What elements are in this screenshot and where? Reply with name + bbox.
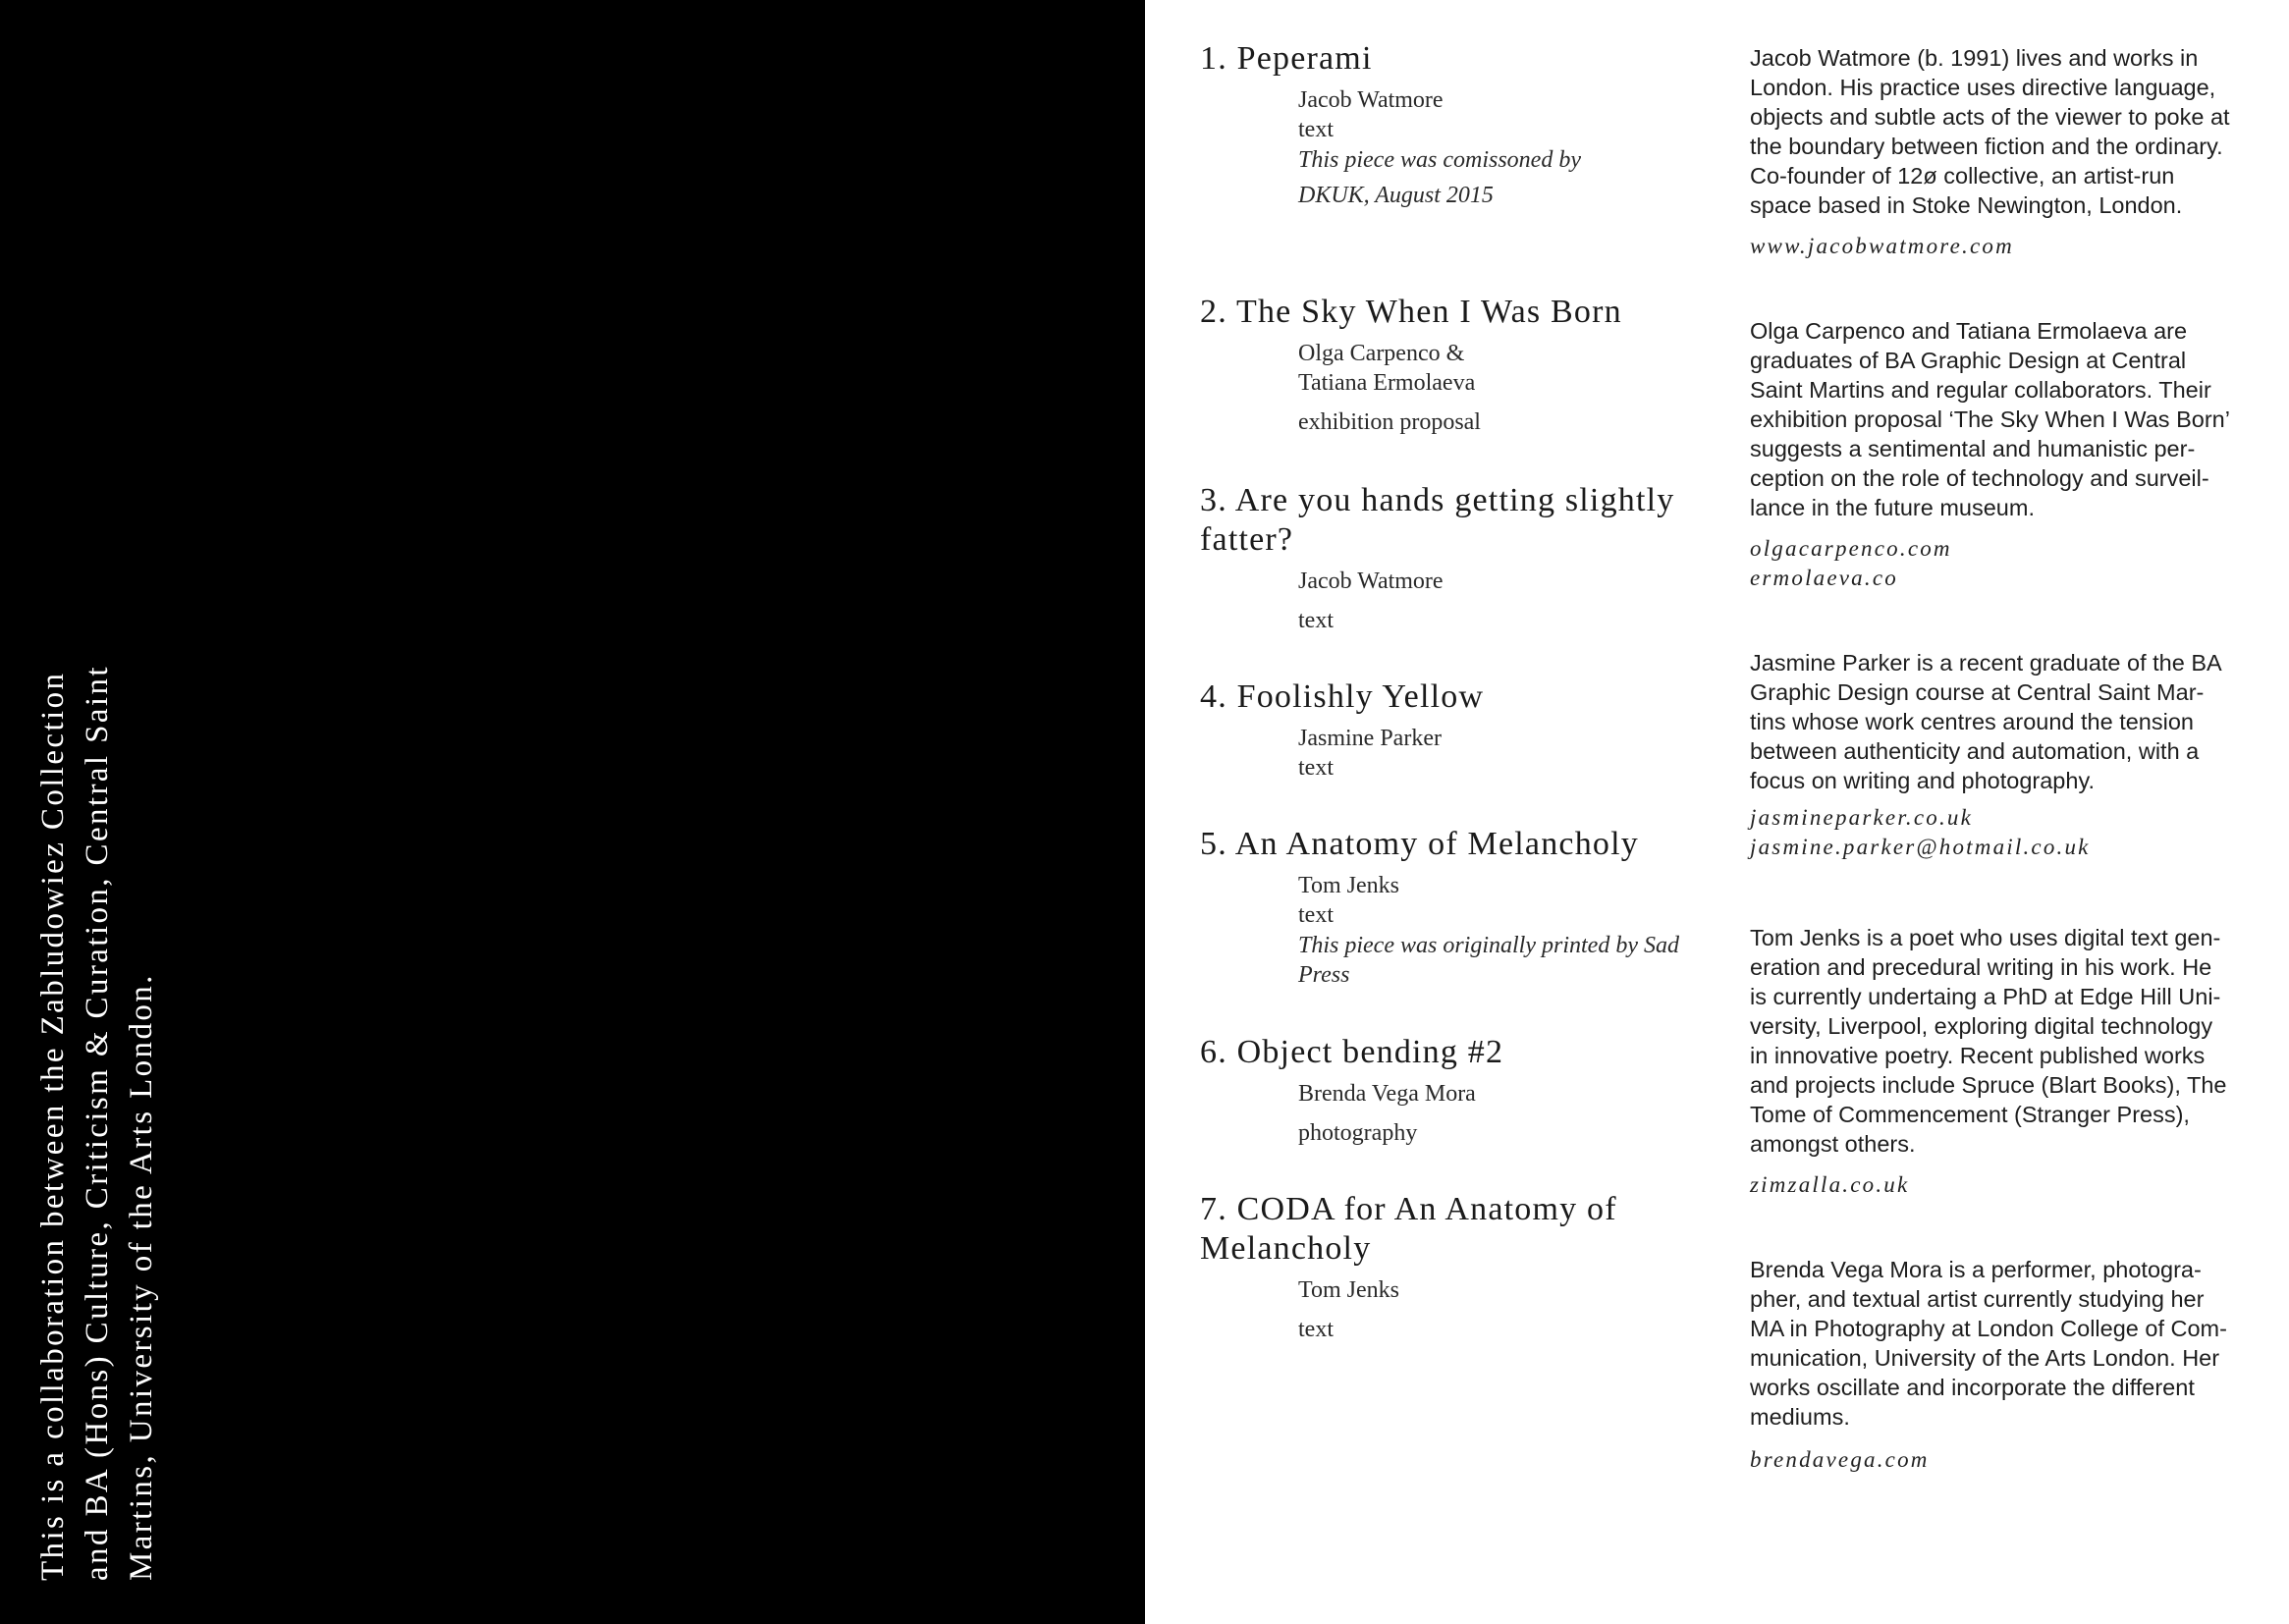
bio-text xyxy=(1750,648,2270,795)
email-link[interactable]: jasmine.parker@hotmail.co.uk xyxy=(1750,835,2091,859)
colophon-line: Martins, University of the Arts London. xyxy=(124,973,159,1581)
bio-line: amongst others. xyxy=(1750,1131,1916,1157)
bio-line: tins whose work centres around the tension xyxy=(1750,709,2194,734)
work-meta xyxy=(1298,871,1750,993)
work-medium: exhibition proposal xyxy=(1298,409,1481,435)
bio-line: munication, University of the Arts London. Her xyxy=(1750,1345,2220,1371)
work-title: 2. The Sky When I Was Born xyxy=(1200,294,1622,330)
work-medium: photography xyxy=(1298,1120,1418,1146)
bio-line: Brenda Vega Mora is a performer, photogra- xyxy=(1750,1257,2202,1282)
bio-line: is currently undertaing a PhD at Edge Hill Uni- xyxy=(1750,984,2221,1009)
work-title: 4. Foolishly Yellow xyxy=(1200,678,1485,715)
bio-text xyxy=(1750,1255,2270,1432)
artist-bio xyxy=(1750,923,2270,1200)
bio-line: pher, and textual artist currently studying her xyxy=(1750,1286,2205,1312)
bio-line: eration and precedural writing in his work. He xyxy=(1750,954,2212,980)
bio-line: Jacob Watmore (b. 1991) lives and works in xyxy=(1750,45,2199,71)
work-artist: Jasmine Parker xyxy=(1298,726,1442,751)
artist-bio xyxy=(1750,43,2270,261)
bio-line: works oscillate and incorporate the different xyxy=(1750,1375,2195,1400)
work-title-line: 7. CODA for An Anatomy of xyxy=(1200,1191,1617,1227)
bio-line: Olga Carpenco and Tatiana Ermolaeva are xyxy=(1750,318,2188,344)
work-item xyxy=(1200,677,1750,783)
work-medium: text xyxy=(1298,1317,1334,1342)
website-link[interactable]: olgacarpenco.com xyxy=(1750,536,1952,561)
bio-line: London. His practice uses directive language, xyxy=(1750,75,2216,100)
work-title-line: fatter? xyxy=(1200,521,1294,558)
bio-links xyxy=(1750,1445,2270,1475)
work-meta xyxy=(1298,567,1750,635)
work-item xyxy=(1200,39,1750,213)
work-artist: Tom Jenks xyxy=(1298,1277,1399,1303)
bio-line: objects and subtle acts of the viewer to poke at xyxy=(1750,104,2230,130)
bio-links xyxy=(1750,232,2270,261)
work-meta xyxy=(1298,85,1750,213)
bio-text xyxy=(1750,43,2270,220)
work-medium: text xyxy=(1298,117,1334,142)
work-title: 1. Peperami xyxy=(1200,40,1373,77)
bio-line: focus on writing and photography. xyxy=(1750,768,2095,793)
work-title: 6. Object bending #2 xyxy=(1200,1034,1504,1070)
bio-line: graduates of BA Graphic Design at Central xyxy=(1750,348,2187,373)
bio-line: versity, Liverpool, exploring digital technology xyxy=(1750,1013,2213,1039)
website-link[interactable]: zimzalla.co.uk xyxy=(1750,1172,1910,1197)
website-link[interactable]: www.jacobwatmore.com xyxy=(1750,234,2014,258)
work-note: This piece was comissoned by xyxy=(1298,147,1581,173)
bio-line: between authenticity and automation, with a xyxy=(1750,738,2200,764)
work-title-line: Melancholy xyxy=(1200,1230,1372,1267)
bio-line: and projects include Spruce (Blart Books), The xyxy=(1750,1072,2227,1098)
work-medium: text xyxy=(1298,902,1334,928)
bio-line: space based in Stoke Newington, London. xyxy=(1750,192,2183,218)
work-item xyxy=(1200,1190,1750,1344)
work-meta xyxy=(1298,1079,1750,1148)
work-artist: Tatiana Ermolaeva xyxy=(1298,370,1476,396)
bio-line: in innovative poetry. Recent published works xyxy=(1750,1043,2206,1068)
work-medium: text xyxy=(1298,608,1334,633)
bio-line: Tom Jenks is a poet who uses digital text gen- xyxy=(1750,925,2221,950)
work-medium: text xyxy=(1298,755,1334,781)
work-artist: Jacob Watmore xyxy=(1298,568,1444,594)
work-title: 5. An Anatomy of Melancholy xyxy=(1200,826,1639,862)
bio-line: lance in the future museum. xyxy=(1750,495,2035,520)
bio-text xyxy=(1750,923,2270,1159)
bio-line: Graphic Design course at Central Saint Mar- xyxy=(1750,679,2205,705)
work-title xyxy=(1200,1190,1750,1269)
work-title xyxy=(1200,481,1750,560)
work-meta xyxy=(1298,1275,1750,1344)
work-artist: Jacob Watmore xyxy=(1298,87,1444,113)
work-note: DKUK, August 2015 xyxy=(1298,183,1494,208)
work-note: This piece was originally printed by Sad xyxy=(1298,933,1679,958)
bio-links xyxy=(1750,803,2270,862)
work-item xyxy=(1200,481,1750,635)
bio-line: exhibition proposal ‘The Sky When I Was Born’ xyxy=(1750,406,2230,432)
bio-line: the boundary between fiction and the ordinary. xyxy=(1750,134,2223,159)
bio-line: Co-founder of 12ø collective, an artist-run xyxy=(1750,163,2175,189)
bio-text xyxy=(1750,316,2270,522)
work-title-line: 3. Are you hands getting slightly xyxy=(1200,482,1675,518)
colophon-line: This is a collaboration between the Zabludowiez Collection xyxy=(35,671,71,1581)
bio-links xyxy=(1750,1170,2270,1200)
work-item xyxy=(1200,293,1750,437)
artist-bio xyxy=(1750,316,2270,593)
bio-links xyxy=(1750,534,2270,593)
work-meta xyxy=(1298,724,1750,783)
work-item xyxy=(1200,1033,1750,1148)
work-item xyxy=(1200,825,1750,993)
bio-line: Tome of Commencement (Stranger Press), xyxy=(1750,1102,2190,1127)
work-artist: Tom Jenks xyxy=(1298,873,1399,898)
work-meta xyxy=(1298,339,1750,437)
bio-line: Jasmine Parker is a recent graduate of the BA xyxy=(1750,650,2222,676)
bio-line: mediums. xyxy=(1750,1404,1850,1430)
colophon-text xyxy=(31,599,164,1581)
bio-line: MA in Photography at London College of Com- xyxy=(1750,1316,2227,1341)
work-artist: Olga Carpenco & xyxy=(1298,341,1465,366)
artist-bio xyxy=(1750,648,2270,862)
colophon-line: and BA (Hons) Culture, Criticism & Curation, Central Saint xyxy=(80,665,115,1581)
website-link[interactable]: jasmineparker.co.uk xyxy=(1750,805,1974,830)
work-note: Press xyxy=(1298,962,1350,988)
work-artist: Brenda Vega Mora xyxy=(1298,1081,1476,1107)
bio-line: suggests a sentimental and humanistic per- xyxy=(1750,436,2196,461)
bio-line: Saint Martins and regular collaborators. Their xyxy=(1750,377,2211,403)
bio-line: ception on the role of technology and surveil- xyxy=(1750,465,2209,491)
artist-bio xyxy=(1750,1255,2270,1475)
website-link[interactable]: ermolaeva.co xyxy=(1750,566,1898,590)
website-link[interactable]: brendavega.com xyxy=(1750,1447,1930,1472)
